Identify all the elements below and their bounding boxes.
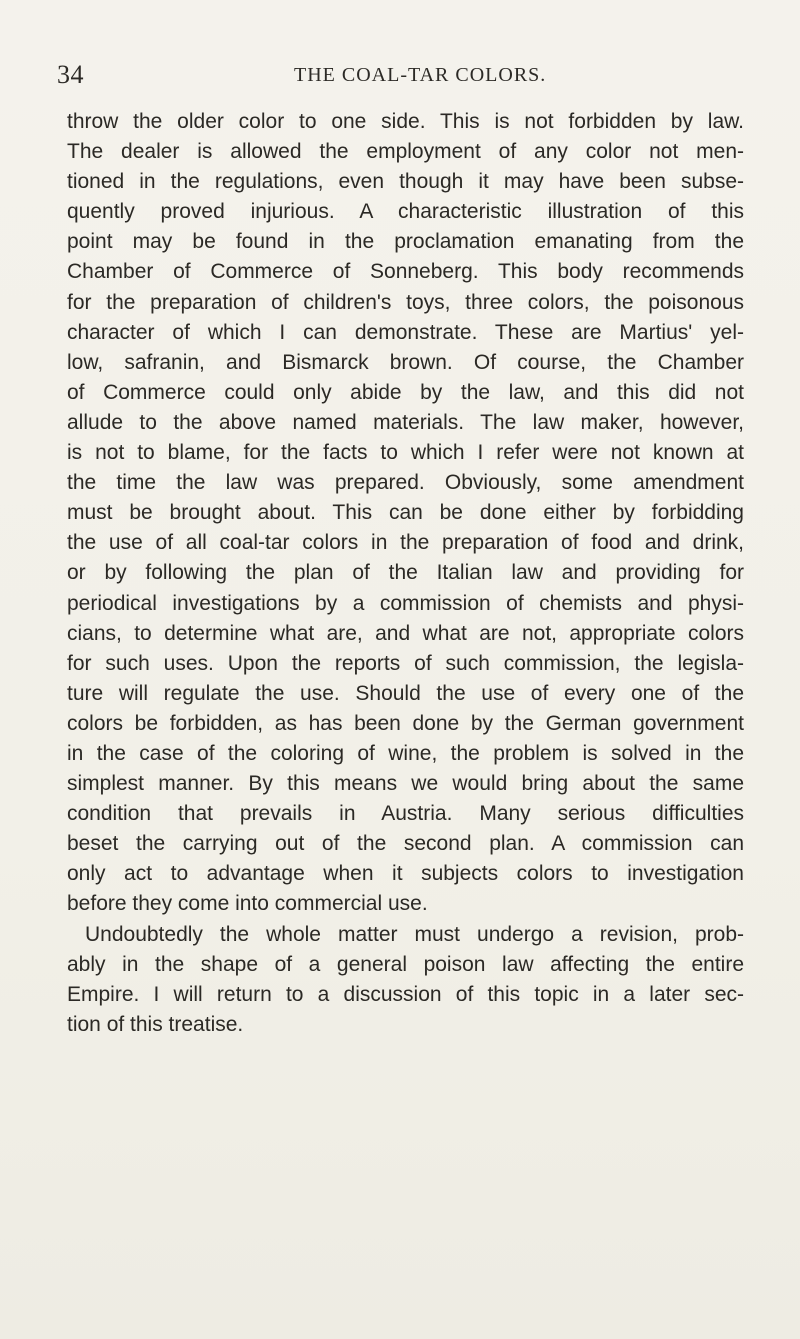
text-line: for such uses. Upon the reports of such commission, the legisla- — [67, 651, 744, 675]
body-text — [67, 107, 744, 1040]
text-line: throw the older color to one side. This is not forbidden by law. — [67, 110, 744, 133]
text-line: only act to advantage when it subjects colors to investigation — [67, 862, 744, 886]
running-title: THE COAL-TAR COLORS. — [294, 64, 547, 86]
text-line: Undoubtedly the whole matter must undergo a revision, prob- — [85, 922, 744, 946]
text-line: the time the law was prepared. Obviously, some amendment — [67, 471, 744, 495]
text-line: in the case of the coloring of wine, the problem is solved in the — [67, 741, 744, 765]
text-line: tioned in the regulations, even though it may have been subse- — [67, 170, 744, 194]
text-line: of Commerce could only abide by the law, and this did not — [67, 380, 744, 404]
text-line: low, safranin, and Bismarck brown. Of course, the Chamber — [67, 350, 744, 374]
text-line: the use of all coal-tar colors in the preparation of food and drink, — [67, 531, 744, 555]
text-line: cians, to determine what are, and what are not, appropriate colors — [67, 621, 744, 645]
text-line: The dealer is allowed the employment of any color not men- — [67, 140, 744, 164]
text-line: simplest manner. By this means we would bring about the same — [67, 772, 744, 796]
text-line: condition that prevails in Austria. Many serious difficulties — [67, 802, 744, 826]
text-line: Chamber of Commerce of Sonneberg. This body recommends — [67, 260, 744, 284]
page-number: 34 — [57, 60, 84, 89]
running-head — [57, 60, 757, 90]
text-line: colors be forbidden, as has been done by the German government — [67, 711, 744, 735]
text-line: must be brought about. This can be done either by forbidding — [67, 501, 744, 525]
text-line: or by following the plan of the Italian law and providing for — [67, 561, 744, 585]
text-line: periodical investigations by a commission of chemists and physi- — [67, 591, 744, 615]
text-line: quently proved injurious. A characteristic illustration of this — [67, 200, 744, 224]
text-line: ably in the shape of a general poison law affecting the entire — [67, 952, 744, 976]
text-line: tion of this treatise. — [67, 1012, 244, 1036]
text-line: Empire. I will return to a discussion of this topic in a later sec- — [67, 982, 744, 1006]
text-line: beset the carrying out of the second plan. A commission can — [67, 832, 744, 856]
paragraph-2 — [67, 920, 744, 1040]
text-line: allude to the above named materials. The law maker, however, — [67, 410, 744, 434]
text-line: point may be found in the proclamation emanating from the — [67, 230, 744, 254]
text-line: is not to blame, for the facts to which I refer were not known at — [67, 441, 744, 465]
text-line: character of which I can demonstrate. These are Martius' yel- — [67, 320, 744, 344]
text-line: before they come into commercial use. — [67, 892, 428, 916]
paragraph-1 — [67, 107, 744, 920]
text-line: for the preparation of children's toys, three colors, the poisonous — [67, 290, 744, 314]
text-line: ture will regulate the use. Should the use of every one of the — [67, 681, 744, 705]
